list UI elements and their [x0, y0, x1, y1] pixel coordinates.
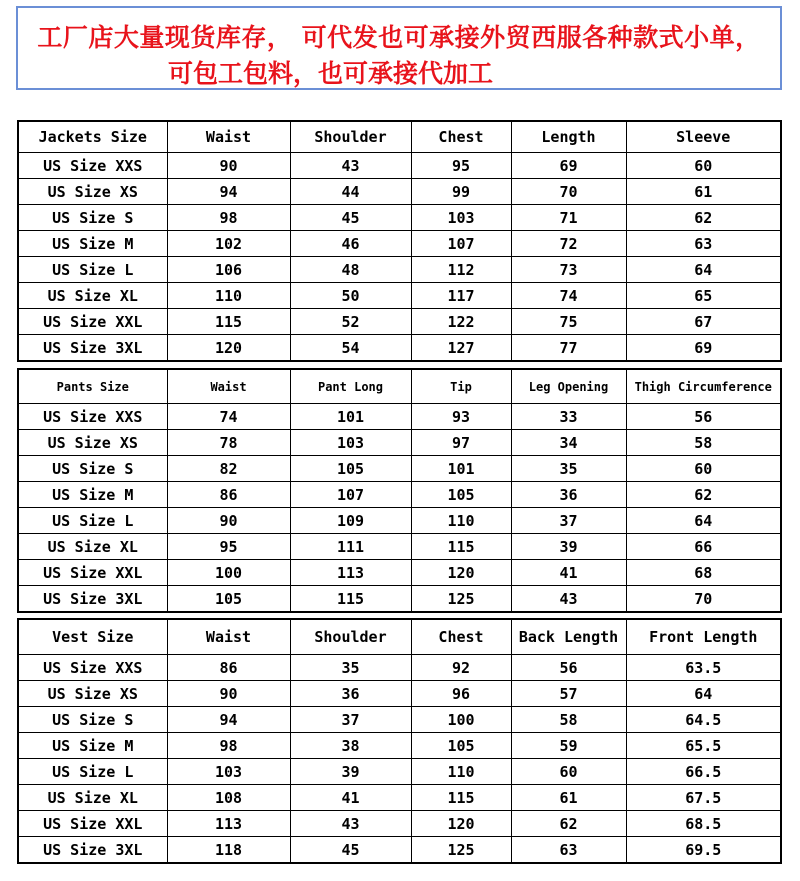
column-header: Jackets Size — [18, 121, 167, 153]
measurement-cell: 86 — [167, 482, 290, 508]
measurement-cell: 60 — [511, 759, 626, 785]
table-row — [18, 586, 781, 613]
measurement-cell: 56 — [626, 404, 781, 430]
measurement-cell: 65 — [626, 283, 781, 309]
table-row — [18, 837, 781, 864]
size-label-cell: US Size XXS — [18, 404, 167, 430]
measurement-cell: 112 — [411, 257, 511, 283]
measurement-cell: 68 — [626, 560, 781, 586]
measurement-cell: 90 — [167, 508, 290, 534]
size-label-cell: US Size XXS — [18, 153, 167, 179]
measurement-cell: 58 — [626, 430, 781, 456]
measurement-cell: 125 — [411, 837, 511, 864]
measurement-cell: 90 — [167, 153, 290, 179]
measurement-cell: 120 — [411, 811, 511, 837]
measurement-cell: 72 — [511, 231, 626, 257]
measurement-cell: 78 — [167, 430, 290, 456]
size-label-cell: US Size XXL — [18, 560, 167, 586]
column-header: Chest — [411, 121, 511, 153]
measurement-cell: 82 — [167, 456, 290, 482]
measurement-cell: 67 — [626, 309, 781, 335]
size-label-cell: US Size XS — [18, 430, 167, 456]
measurement-cell: 120 — [167, 335, 290, 362]
measurement-cell: 46 — [290, 231, 411, 257]
table-row — [18, 534, 781, 560]
size-label-cell: US Size S — [18, 456, 167, 482]
measurement-cell: 115 — [411, 534, 511, 560]
measurement-cell: 62 — [511, 811, 626, 837]
table-row — [18, 231, 781, 257]
measurement-cell: 103 — [411, 205, 511, 231]
measurement-cell: 38 — [290, 733, 411, 759]
table-row — [18, 430, 781, 456]
column-header: Tip — [411, 369, 511, 404]
measurement-cell: 113 — [167, 811, 290, 837]
measurement-cell: 48 — [290, 257, 411, 283]
size-label-cell: US Size M — [18, 482, 167, 508]
table-row — [18, 309, 781, 335]
measurement-cell: 95 — [411, 153, 511, 179]
measurement-cell: 69 — [511, 153, 626, 179]
size-label-cell: US Size S — [18, 205, 167, 231]
measurement-cell: 60 — [626, 153, 781, 179]
column-header: Sleeve — [626, 121, 781, 153]
measurement-cell: 43 — [290, 153, 411, 179]
measurement-cell: 106 — [167, 257, 290, 283]
measurement-cell: 41 — [511, 560, 626, 586]
vest-size-table — [17, 618, 782, 864]
column-header: Leg Opening — [511, 369, 626, 404]
measurement-cell: 74 — [511, 283, 626, 309]
header-row — [18, 619, 781, 655]
measurement-cell: 115 — [411, 785, 511, 811]
measurement-cell: 66 — [626, 534, 781, 560]
size-label-cell: US Size 3XL — [18, 837, 167, 864]
measurement-cell: 115 — [167, 309, 290, 335]
measurement-cell: 66.5 — [626, 759, 781, 785]
measurement-cell: 33 — [511, 404, 626, 430]
measurement-cell: 75 — [511, 309, 626, 335]
measurement-cell: 36 — [511, 482, 626, 508]
measurement-cell: 63 — [511, 837, 626, 864]
table-row — [18, 153, 781, 179]
size-label-cell: US Size L — [18, 759, 167, 785]
column-header: Back Length — [511, 619, 626, 655]
measurement-cell: 45 — [290, 205, 411, 231]
measurement-cell: 36 — [290, 681, 411, 707]
measurement-cell: 86 — [167, 655, 290, 681]
measurement-cell: 110 — [167, 283, 290, 309]
measurement-cell: 115 — [290, 586, 411, 613]
table-row — [18, 482, 781, 508]
measurement-cell: 103 — [290, 430, 411, 456]
measurement-cell: 64 — [626, 257, 781, 283]
size-label-cell: US Size L — [18, 508, 167, 534]
measurement-cell: 90 — [167, 681, 290, 707]
size-label-cell: US Size XL — [18, 283, 167, 309]
table-row — [18, 257, 781, 283]
measurement-cell: 101 — [290, 404, 411, 430]
size-label-cell: US Size XXL — [18, 811, 167, 837]
size-label-cell: US Size 3XL — [18, 586, 167, 613]
table-row — [18, 759, 781, 785]
table-row — [18, 785, 781, 811]
measurement-cell: 109 — [290, 508, 411, 534]
size-label-cell: US Size XXL — [18, 309, 167, 335]
measurement-cell: 63.5 — [626, 655, 781, 681]
measurement-cell: 34 — [511, 430, 626, 456]
measurement-cell: 73 — [511, 257, 626, 283]
measurement-cell: 62 — [626, 205, 781, 231]
measurement-cell: 97 — [411, 430, 511, 456]
measurement-cell: 58 — [511, 707, 626, 733]
measurement-cell: 43 — [290, 811, 411, 837]
size-label-cell: US Size XL — [18, 534, 167, 560]
size-label-cell: US Size XXS — [18, 655, 167, 681]
column-header: Shoulder — [290, 619, 411, 655]
measurement-cell: 98 — [167, 205, 290, 231]
table-row — [18, 205, 781, 231]
measurement-cell: 125 — [411, 586, 511, 613]
table-row — [18, 560, 781, 586]
table-row — [18, 733, 781, 759]
table-row — [18, 681, 781, 707]
measurement-cell: 70 — [626, 586, 781, 613]
measurement-cell: 50 — [290, 283, 411, 309]
measurement-cell: 37 — [290, 707, 411, 733]
size-label-cell: US Size XS — [18, 681, 167, 707]
promo-banner — [16, 6, 782, 90]
measurement-cell: 37 — [511, 508, 626, 534]
measurement-cell: 105 — [411, 482, 511, 508]
measurement-cell: 68.5 — [626, 811, 781, 837]
measurement-cell: 127 — [411, 335, 511, 362]
measurement-cell: 92 — [411, 655, 511, 681]
measurement-cell: 77 — [511, 335, 626, 362]
measurement-cell: 111 — [290, 534, 411, 560]
measurement-cell: 61 — [511, 785, 626, 811]
measurement-cell: 103 — [167, 759, 290, 785]
measurement-cell: 105 — [411, 733, 511, 759]
size-label-cell: US Size 3XL — [18, 335, 167, 362]
column-header: Chest — [411, 619, 511, 655]
measurement-cell: 39 — [511, 534, 626, 560]
table-row — [18, 404, 781, 430]
header-row — [18, 369, 781, 404]
measurement-cell: 101 — [411, 456, 511, 482]
measurement-cell: 107 — [411, 231, 511, 257]
measurement-cell: 94 — [167, 179, 290, 205]
column-header: Shoulder — [290, 121, 411, 153]
column-header: Waist — [167, 121, 290, 153]
measurement-cell: 52 — [290, 309, 411, 335]
measurement-cell: 67.5 — [626, 785, 781, 811]
measurement-cell: 70 — [511, 179, 626, 205]
measurement-cell: 102 — [167, 231, 290, 257]
measurement-cell: 108 — [167, 785, 290, 811]
table-row — [18, 508, 781, 534]
measurement-cell: 105 — [290, 456, 411, 482]
measurement-cell: 117 — [411, 283, 511, 309]
banner-line-1: 工厂店大量现货库存， 可代发也可承接外贸西服各种款式小单， — [37, 23, 761, 52]
table-row — [18, 707, 781, 733]
column-header: Thigh Circumference — [626, 369, 781, 404]
table-row — [18, 456, 781, 482]
measurement-cell: 71 — [511, 205, 626, 231]
measurement-cell: 98 — [167, 733, 290, 759]
measurement-cell: 94 — [167, 707, 290, 733]
size-label-cell: US Size S — [18, 707, 167, 733]
measurement-cell: 64.5 — [626, 707, 781, 733]
measurement-cell: 74 — [167, 404, 290, 430]
measurement-cell: 118 — [167, 837, 290, 864]
column-header: Pants Size — [18, 369, 167, 404]
measurement-cell: 100 — [167, 560, 290, 586]
measurement-cell: 61 — [626, 179, 781, 205]
measurement-cell: 110 — [411, 508, 511, 534]
table-row — [18, 283, 781, 309]
measurement-cell: 105 — [167, 586, 290, 613]
measurement-cell: 93 — [411, 404, 511, 430]
measurement-cell: 39 — [290, 759, 411, 785]
measurement-cell: 64 — [626, 681, 781, 707]
column-header: Waist — [167, 369, 290, 404]
measurement-cell: 122 — [411, 309, 511, 335]
size-label-cell: US Size M — [18, 231, 167, 257]
measurement-cell: 45 — [290, 837, 411, 864]
jackets-size-table — [17, 120, 782, 362]
measurement-cell: 99 — [411, 179, 511, 205]
table-row — [18, 179, 781, 205]
measurement-cell: 35 — [511, 456, 626, 482]
measurement-cell: 110 — [411, 759, 511, 785]
table-row — [18, 335, 781, 362]
measurement-cell: 96 — [411, 681, 511, 707]
header-row — [18, 121, 781, 153]
size-label-cell: US Size XL — [18, 785, 167, 811]
table-row — [18, 811, 781, 837]
size-label-cell: US Size XS — [18, 179, 167, 205]
column-header: Length — [511, 121, 626, 153]
measurement-cell: 62 — [626, 482, 781, 508]
size-label-cell: US Size M — [18, 733, 167, 759]
measurement-cell: 65.5 — [626, 733, 781, 759]
pants-size-table — [17, 368, 782, 613]
measurement-cell: 35 — [290, 655, 411, 681]
table-row — [18, 655, 781, 681]
column-header: Waist — [167, 619, 290, 655]
measurement-cell: 64 — [626, 508, 781, 534]
measurement-cell: 59 — [511, 733, 626, 759]
column-header: Vest Size — [18, 619, 167, 655]
banner-line-2: 可包工包料，也可承接代加工 — [168, 59, 494, 88]
measurement-cell: 44 — [290, 179, 411, 205]
measurement-cell: 120 — [411, 560, 511, 586]
measurement-cell: 113 — [290, 560, 411, 586]
column-header: Pant Long — [290, 369, 411, 404]
measurement-cell: 41 — [290, 785, 411, 811]
size-label-cell: US Size L — [18, 257, 167, 283]
measurement-cell: 69.5 — [626, 837, 781, 864]
measurement-cell: 107 — [290, 482, 411, 508]
measurement-cell: 43 — [511, 586, 626, 613]
measurement-cell: 54 — [290, 335, 411, 362]
measurement-cell: 100 — [411, 707, 511, 733]
measurement-cell: 60 — [626, 456, 781, 482]
measurement-cell: 63 — [626, 231, 781, 257]
measurement-cell: 57 — [511, 681, 626, 707]
column-header: Front Length — [626, 619, 781, 655]
measurement-cell: 56 — [511, 655, 626, 681]
measurement-cell: 69 — [626, 335, 781, 362]
measurement-cell: 95 — [167, 534, 290, 560]
